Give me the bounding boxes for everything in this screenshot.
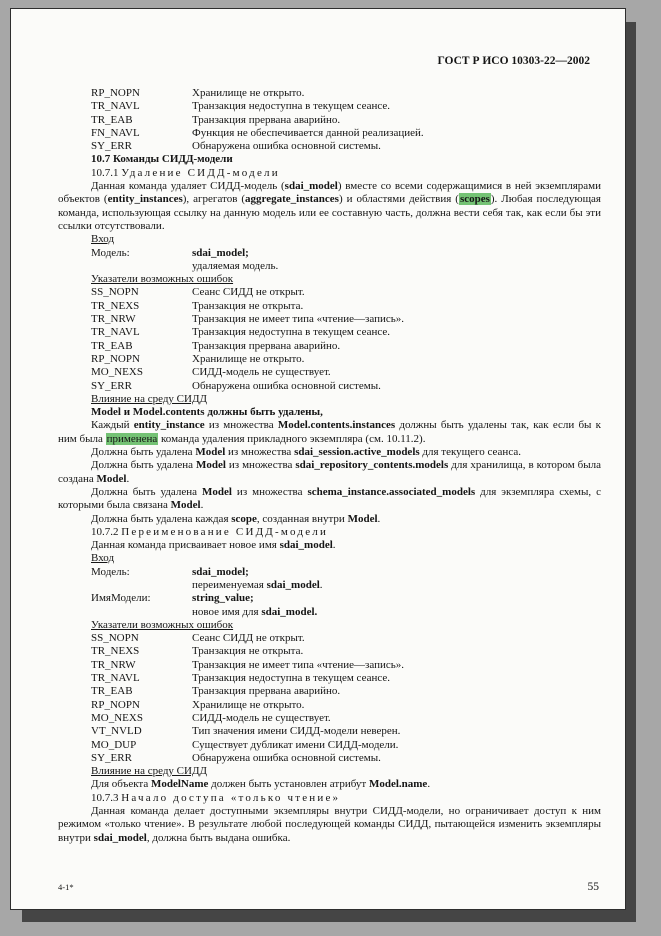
- underlined-label-text: Вход: [91, 552, 115, 565]
- text-segment: из множества: [225, 446, 295, 459]
- row-value-cell: [192, 685, 601, 698]
- row-label-cell: [91, 632, 192, 645]
- row-value-cell: [192, 712, 601, 725]
- text-segment: sdai_repository_contents.models: [295, 459, 449, 472]
- row-value-cell: [192, 313, 601, 326]
- error-code-row: [91, 685, 601, 698]
- section-label: [58, 233, 601, 246]
- text-segment: TR_EAB: [91, 685, 133, 698]
- text-segment: Каждый: [91, 419, 134, 432]
- text-segment: Model: [195, 446, 226, 459]
- row-label-cell: [91, 100, 192, 113]
- text-segment: новое имя для: [192, 605, 262, 618]
- row-value-cell: [192, 659, 601, 672]
- error-code-row: [91, 380, 601, 393]
- text-segment: Транзакция недоступна в текущем сеансе.: [192, 326, 391, 339]
- text-segment: TR_NEXS: [91, 299, 140, 312]
- text-segment: .: [126, 472, 130, 485]
- text-segment: Удаление СИДД-модели: [121, 166, 280, 179]
- error-code-row: [91, 87, 601, 100]
- text-segment: Model и Model.contents должны быть удалены,: [91, 406, 323, 419]
- text-segment: .: [427, 778, 431, 791]
- text-segment: Транзакция прервана аварийно.: [192, 339, 341, 352]
- text-segment: .: [200, 499, 204, 512]
- text-segment: должен быть установлен атрибут: [208, 778, 369, 791]
- text-segment: из множества: [204, 419, 278, 432]
- paragraph: [58, 486, 601, 513]
- underlined-label-text: Указатели возможных ошибок: [91, 273, 234, 286]
- text-segment: SS_NOPN: [91, 632, 139, 645]
- text-segment: schema_instance.associated_models: [307, 485, 476, 498]
- row-value-cell: [192, 353, 601, 366]
- text-segment: Хранилище не открыто.: [192, 352, 305, 365]
- error-code-row: [91, 632, 601, 645]
- text-segment: Данная команда присваивает новое имя: [91, 539, 280, 552]
- row-label-cell: [91, 127, 192, 140]
- row-value-cell: [192, 699, 601, 712]
- row-label-cell: [91, 659, 192, 672]
- text-segment: ) и областями действия (: [338, 193, 459, 206]
- row-label-cell: [91, 579, 192, 592]
- text-segment: Данная команда делает доступными экземпляры внутри СИДД-модели, но ограничивает доступ к ним режимом «только чтение». В результате любой последующей команды СИДД, пытающейся изменить экземпляры внутри: [58, 805, 601, 844]
- underlined-label-text: Влияние на среду СИДД: [91, 392, 207, 405]
- row-label-cell: [91, 566, 192, 579]
- row-label-cell: [91, 87, 192, 100]
- text-segment: Транзакция прервана аварийно.: [192, 113, 341, 126]
- text-segment: Транзакция не открыта.: [192, 299, 304, 312]
- text-segment: Транзакция не открыта.: [192, 645, 304, 658]
- text-segment: Model: [195, 459, 226, 472]
- text-segment: sdai_model: [284, 180, 338, 193]
- text-segment: Транзакция недоступна в текущем сеансе.: [192, 100, 391, 113]
- text-segment: Model.contents.instances: [277, 419, 396, 432]
- document-content: [58, 87, 601, 845]
- row-label-cell: [91, 313, 192, 326]
- error-code-row: [91, 739, 601, 752]
- row-value-cell: [192, 340, 601, 353]
- row-value-cell: [192, 260, 601, 273]
- parameter-row: [91, 592, 601, 605]
- row-label-cell: [91, 752, 192, 765]
- section-label: [58, 393, 601, 406]
- row-value-cell: [192, 632, 601, 645]
- error-code-row: [91, 699, 601, 712]
- paragraph: [58, 778, 601, 791]
- section-label: [58, 552, 601, 565]
- error-code-row: [91, 114, 601, 127]
- text-segment: sdai_model: [279, 539, 333, 552]
- text-segment: из множества: [231, 485, 308, 498]
- row-value-cell: [192, 247, 601, 260]
- text-segment: 10.7 Команды СИДД-модели: [91, 153, 233, 166]
- text-segment: Модель:: [91, 565, 130, 578]
- text-segment: Данная команда удаляет СИДД-модель (: [91, 180, 285, 193]
- text-segment: Должна быть удалена: [91, 446, 196, 459]
- error-code-row: [91, 712, 601, 725]
- row-value-cell: [192, 725, 601, 738]
- text-segment: RP_NOPN: [91, 698, 140, 711]
- text-segment: Model: [96, 472, 127, 485]
- row-value-cell: [192, 579, 601, 592]
- row-label-cell: [91, 340, 192, 353]
- text-segment: RP_NOPN: [91, 352, 140, 365]
- row-value-cell: [192, 127, 601, 140]
- text-segment: Сеанс СИДД не открыт.: [192, 632, 305, 645]
- error-code-row: [91, 140, 601, 153]
- row-label-cell: [91, 725, 192, 738]
- paragraph: [58, 459, 601, 486]
- text-segment: TR_EAB: [91, 339, 133, 352]
- row-value-cell: [192, 87, 601, 100]
- text-segment: string_value;: [192, 592, 254, 605]
- row-label-cell: [91, 286, 192, 299]
- row-value-cell: [192, 645, 601, 658]
- error-code-row: [91, 127, 601, 140]
- row-value-cell: [192, 566, 601, 579]
- error-code-row: [91, 326, 601, 339]
- paragraph: [58, 805, 601, 845]
- row-label-cell: [91, 114, 192, 127]
- text-segment: для экземпляра схемы, с которыми была связана: [58, 485, 602, 512]
- error-code-row: [91, 752, 601, 765]
- text-segment: Model: [170, 499, 201, 512]
- text-segment: entity_instance: [133, 419, 205, 432]
- text-segment: SY_ERR: [91, 751, 132, 764]
- text-segment: Функция не обеспечивается данной реализацией.: [192, 126, 424, 139]
- text-segment: ИмяМодели:: [91, 592, 151, 605]
- text-segment: Обнаружена ошибка основной системы.: [192, 140, 381, 153]
- error-code-row: [91, 353, 601, 366]
- text-segment: ). Любая последующая команда, использующая ссылку на данную модель или ее составную часть, должна вести себя так, как если бы эти ссылки отсутствовали.: [58, 193, 601, 232]
- error-code-row: [91, 300, 601, 313]
- text-segment: TR_NEXS: [91, 645, 140, 658]
- row-label-cell: [91, 247, 192, 260]
- text-segment: Обнаружена ошибка основной системы.: [192, 379, 381, 392]
- page-footer: [58, 881, 599, 893]
- text-segment: команда удаления прикладного экземпляра (см. 10.11.2).: [158, 432, 426, 445]
- text-segment: ), агрегатов (: [182, 193, 246, 206]
- text-segment: MO_NEXS: [91, 711, 143, 724]
- section-heading: [58, 406, 601, 419]
- text-segment: для текущего сеанса.: [419, 446, 521, 459]
- text-segment: MO_DUP: [91, 738, 137, 751]
- text-segment: 10.7.2: [91, 525, 122, 538]
- paragraph: [58, 446, 601, 459]
- text-segment: sdai_model: [93, 831, 147, 844]
- text-segment: SY_ERR: [91, 379, 132, 392]
- text-segment: .: [319, 578, 323, 591]
- text-segment: sdai_model;: [192, 246, 249, 259]
- row-value-cell: [192, 606, 601, 619]
- row-label-cell: [91, 672, 192, 685]
- row-label-cell: [91, 699, 192, 712]
- row-value-cell: [192, 672, 601, 685]
- parameter-row: [91, 579, 601, 592]
- text-segment: TR_NAVL: [91, 326, 140, 339]
- row-label-cell: [91, 380, 192, 393]
- error-code-row: [91, 645, 601, 658]
- row-value-cell: [192, 752, 601, 765]
- text-segment: СИДД-модель не существует.: [192, 711, 331, 724]
- text-segment: TR_EAB: [91, 113, 133, 126]
- section-heading: [58, 153, 601, 166]
- highlighted-text: применена: [106, 432, 158, 445]
- text-segment: для хранилища, в котором была создана: [58, 459, 601, 485]
- error-code-row: [91, 100, 601, 113]
- row-label-cell: [91, 739, 192, 752]
- text-segment: TR_NRW: [91, 313, 136, 326]
- text-segment: Хранилище не открыто.: [192, 87, 305, 99]
- text-segment: Транзакция недоступна в текущем сеансе.: [192, 672, 391, 685]
- subsection-heading: [58, 526, 601, 539]
- text-segment: TR_NAVL: [91, 100, 140, 113]
- section-label: [58, 619, 601, 632]
- row-label-cell: [91, 685, 192, 698]
- highlighted-text: scopes: [459, 193, 490, 206]
- parameter-row: [91, 606, 601, 619]
- row-value-cell: [192, 140, 601, 153]
- text-segment: Хранилище не открыто.: [192, 698, 305, 711]
- section-label: [58, 273, 601, 286]
- underlined-label-text: Вход: [91, 233, 115, 246]
- text-segment: 10.7.1: [91, 166, 122, 179]
- text-segment: СИДД-модель не существует.: [192, 366, 331, 379]
- subsection-heading: [58, 167, 601, 180]
- row-value-cell: [192, 114, 601, 127]
- row-value-cell: [192, 380, 601, 393]
- text-segment: SS_NOPN: [91, 286, 139, 299]
- text-segment: ) вместе со всеми содержащимися в ней экземплярами объектов (: [58, 180, 601, 206]
- row-label-cell: [91, 606, 192, 619]
- row-label-cell: [91, 592, 192, 605]
- text-segment: удаляемая модель.: [192, 259, 279, 272]
- text-segment: Переименование СИДД-модели: [121, 525, 329, 538]
- paragraph: [58, 513, 601, 526]
- text-segment: sdai_model;: [192, 565, 249, 578]
- text-segment: должны быть удалены так, как если бы к ним была: [58, 419, 601, 445]
- text-segment: ModelName: [150, 778, 209, 791]
- section-label: [58, 765, 601, 778]
- page-header: [58, 55, 601, 68]
- text-segment: Тип значения имени СИДД-модели неверен.: [192, 725, 401, 738]
- text-segment: sdai_session.active_models: [294, 446, 420, 459]
- text-segment: sdai_model: [266, 578, 320, 591]
- row-value-cell: [192, 300, 601, 313]
- error-code-row: [91, 659, 601, 672]
- underlined-label-text: Влияние на среду СИДД: [91, 765, 207, 778]
- document-page: [10, 8, 626, 910]
- row-label-cell: [91, 645, 192, 658]
- error-code-row: [91, 366, 601, 379]
- paragraph: [58, 539, 601, 552]
- text-segment: Обнаружена ошибка основной системы.: [192, 751, 381, 764]
- row-value-cell: [192, 592, 601, 605]
- error-code-row: [91, 313, 601, 326]
- text-segment: Должна быть удалена: [91, 485, 202, 498]
- standard-number: ГОСТ Р ИСО 10303-22—2002: [437, 55, 590, 67]
- text-segment: MO_NEXS: [91, 366, 143, 379]
- text-segment: Должна быть удалена: [91, 459, 196, 472]
- text-segment: RP_NOPN: [91, 87, 140, 99]
- text-segment: TR_NAVL: [91, 672, 140, 685]
- parameter-row: [91, 247, 601, 260]
- text-segment: VT_NVLD: [91, 725, 142, 738]
- text-segment: scope: [231, 512, 257, 525]
- error-code-row: [91, 340, 601, 353]
- text-segment: , должна быть выдана ошибка.: [146, 831, 291, 844]
- row-label-cell: [91, 260, 192, 273]
- row-value-cell: [192, 366, 601, 379]
- parameter-row: [91, 260, 601, 273]
- text-segment: Model: [202, 485, 232, 498]
- print-signature: 4-1*: [58, 882, 74, 892]
- text-segment: , созданная внутри: [256, 512, 348, 525]
- text-segment: .: [377, 512, 381, 525]
- error-code-row: [91, 286, 601, 299]
- paragraph: [58, 180, 601, 233]
- text-segment: .: [332, 539, 336, 552]
- page-number: 55: [587, 881, 599, 893]
- text-segment: Существует дубликат имени СИДД-модели.: [192, 738, 399, 751]
- text-segment: Транзакция прервана аварийно.: [192, 685, 341, 698]
- row-value-cell: [192, 100, 601, 113]
- row-label-cell: [91, 326, 192, 339]
- row-value-cell: [192, 739, 601, 752]
- text-segment: aggregate_instances: [245, 193, 339, 206]
- row-label-cell: [91, 366, 192, 379]
- text-segment: sdai_model.: [261, 605, 318, 618]
- error-code-row: [91, 725, 601, 738]
- text-segment: Должна быть удалена каждая: [91, 512, 232, 525]
- text-segment: Транзакция не имеет типа «чтение—запись».: [192, 313, 405, 326]
- text-segment: Model.name: [368, 778, 428, 791]
- text-segment: entity_instances: [107, 193, 183, 206]
- text-segment: FN_NAVL: [91, 126, 140, 139]
- subsection-heading: [58, 792, 601, 805]
- row-value-cell: [192, 326, 601, 339]
- parameter-row: [91, 566, 601, 579]
- row-label-cell: [91, 353, 192, 366]
- underlined-label-text: Указатели возможных ошибок: [91, 618, 234, 631]
- text-segment: Начало доступа «только чтение»: [121, 791, 341, 804]
- row-label-cell: [91, 300, 192, 313]
- text-segment: Транзакция не имеет типа «чтение—запись».: [192, 658, 405, 671]
- text-segment: 10.7.3: [91, 791, 122, 804]
- text-segment: из множества: [225, 459, 296, 472]
- text-segment: SY_ERR: [91, 140, 132, 153]
- text-segment: Для объекта: [91, 778, 151, 791]
- text-segment: Сеанс СИДД не открыт.: [192, 286, 305, 299]
- paragraph: [58, 419, 601, 446]
- text-segment: Model: [347, 512, 378, 525]
- error-code-row: [91, 672, 601, 685]
- text-segment: переименуемая: [192, 578, 267, 591]
- text-segment: Модель:: [91, 246, 130, 259]
- row-label-cell: [91, 712, 192, 725]
- row-label-cell: [91, 140, 192, 153]
- row-value-cell: [192, 286, 601, 299]
- text-segment: TR_NRW: [91, 658, 136, 671]
